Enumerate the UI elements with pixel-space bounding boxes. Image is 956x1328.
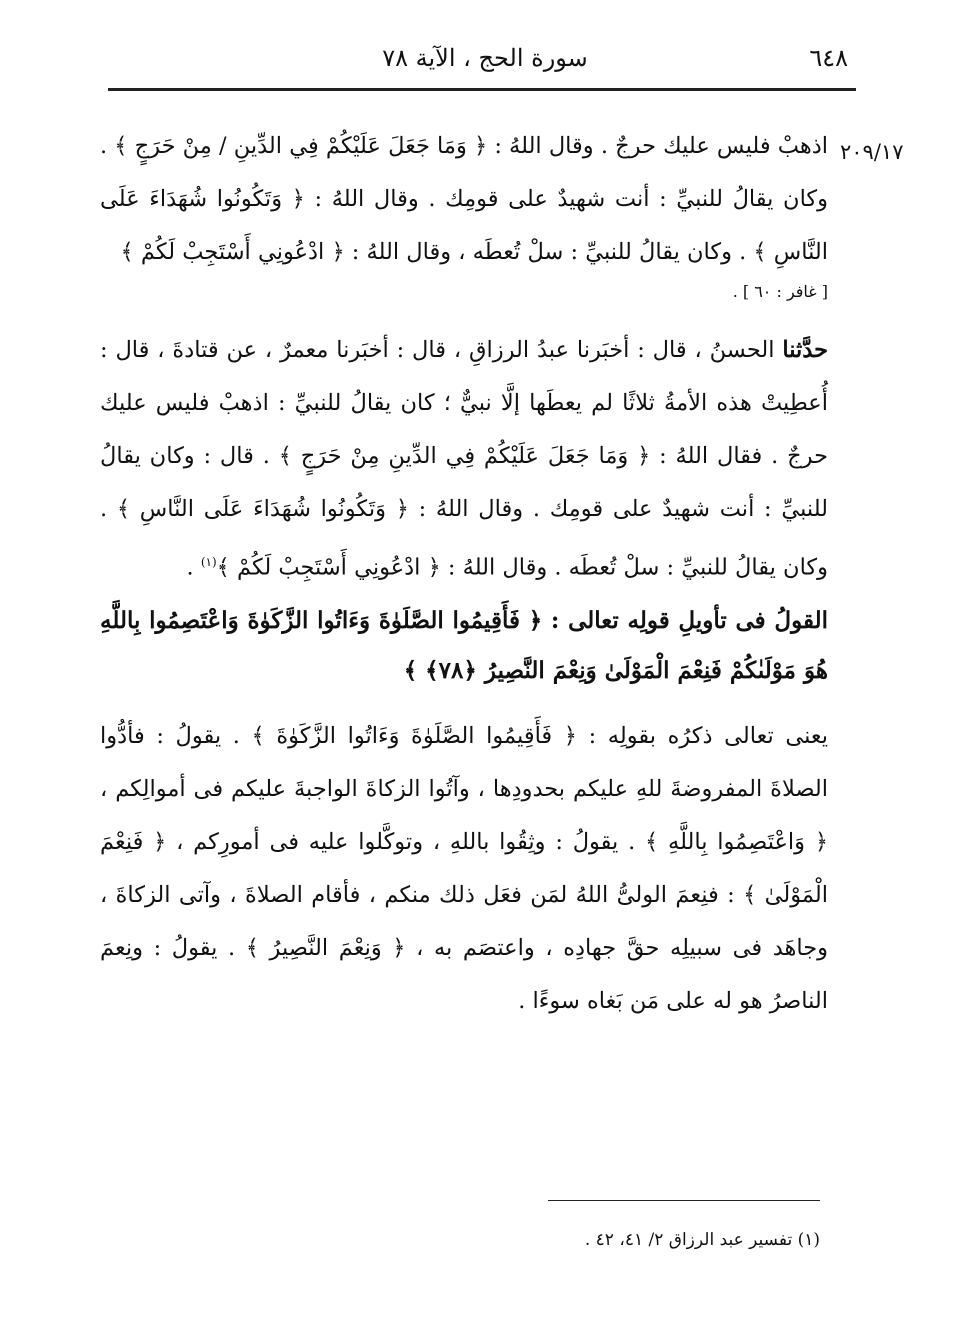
paragraph-1: اذهبْ فليس عليك حرجٌ . وقال اللهُ : ﴿ وَمَا جَعَلَ عَلَيْكُمْ فِي الدِّينِ / مِنْ حَرَجٍ ﴾ . وكان يقالُ للنبيِّ : أنت شهيدٌ على قومِك . وقال اللهُ : ﴿ وَتَكُونُوا شُهَدَاءَ عَلَى النَّاسِ ﴾ . وكان يقالُ للنبيِّ : سلْ تُعطَه ، وقال اللهُ : ﴿ ادْعُونِي أَسْتَجِبْ لَكُمْ ﴾ [100, 133, 828, 265]
narration-text: الحسنُ ، قال : أخبَرنا عبدُ الرزاقِ ، قال : أخبَرنا معمرٌ ، عن قتادةَ ، قال : أُعطِيتْ هذه الأمةُ ثلاثًا لم يعطَها إلَّا نبيٌّ ؛ كان يقالُ للنبيِّ : اذهبْ فليس عليك حرجٌ . فقال اللهُ : ﴿ وَمَا جَعَلَ عَلَيْكُمْ فِي الدِّينِ مِنْ حَرَجٍ ﴾ . قال : وكان يقالُ للنبيِّ : أنت شهيدٌ على قومِك . وقال اللهُ : ﴿ وَتَكُونُوا شُهَدَاءَ عَلَى النَّاسِ ﴾ . وكان يقالُ للنبيِّ : سلْ تُعطَه . وقال اللهُ : ﴿ ادْعُونِي أَسْتَجِبْ لَكُمْ ﴾ [100, 337, 828, 581]
paragraph-3: يعنى تعالى ذكرُه بقولِه : ﴿ فَأَقِيمُوا الصَّلَوٰةَ وَءَاتُوا الزَّكَوٰةَ ﴾ . يقولُ : فأدُّوا الصلاةَ المفروضةَ للهِ عليكم بحدودِها ، وآتُوا الزكاةَ الواجبةَ عليكم فى أموالِكم ، ﴿ وَاعْتَصِمُوا بِاللَّهِ ﴾ . يقولُ : وثِقُوا باللهِ ، وتوكَّلوا عليه فى أمورِكم ، ﴿ فَنِعْمَ الْمَوْلَىٰ ﴾ : فنِعمَ الولىُّ اللهُ لمَن فعَل ذلك منكم ، فأقام الصلاةَ ، وآتى الزكاةَ ، وجاهَد فى سبيلِه حقَّ جهادِه ، واعتصَم به ، ﴿ وَنِعْمَ النَّصِيرُ ﴾ . يقولُ : ونِعمَ الناصرُ هو له على مَن بَغاه سوءًا . [100, 723, 828, 1014]
header-rule [108, 88, 856, 91]
footnote-rule [548, 1200, 820, 1201]
margin-reference: ٢٠٩/١٧ [840, 140, 904, 164]
narration-end: . [186, 554, 201, 581]
paragraph-2 [100, 324, 828, 595]
narration-lead: حدَّثنا [782, 337, 828, 363]
running-title: سورة الحج ، الآية ٧٨ [382, 44, 588, 72]
section-heading: القولُ فى تأويلِ قولِه تعالى : ﴿ فَأَقِيمُوا الصَّلَوٰةَ وَءَاتُوا الزَّكَوٰةَ وَاعْتَصِمُوا بِاللَّهِ هُوَ مَوْلَىٰكُمْ فَنِعْمَ الْمَوْلَىٰ وَنِعْمَ النَّصِيرُ ﴿٧٨﴾ ﴾ [100, 607, 828, 684]
footnote: (١) تفسير عبد الرزاق ٢/ ٤١، ٤٢ . [584, 1230, 820, 1250]
footnote-marker: (١) [200, 555, 217, 569]
page-number: ٦٤٨ [809, 44, 848, 72]
quran-citation: [ غافر : ٦٠ ] . [732, 282, 828, 301]
